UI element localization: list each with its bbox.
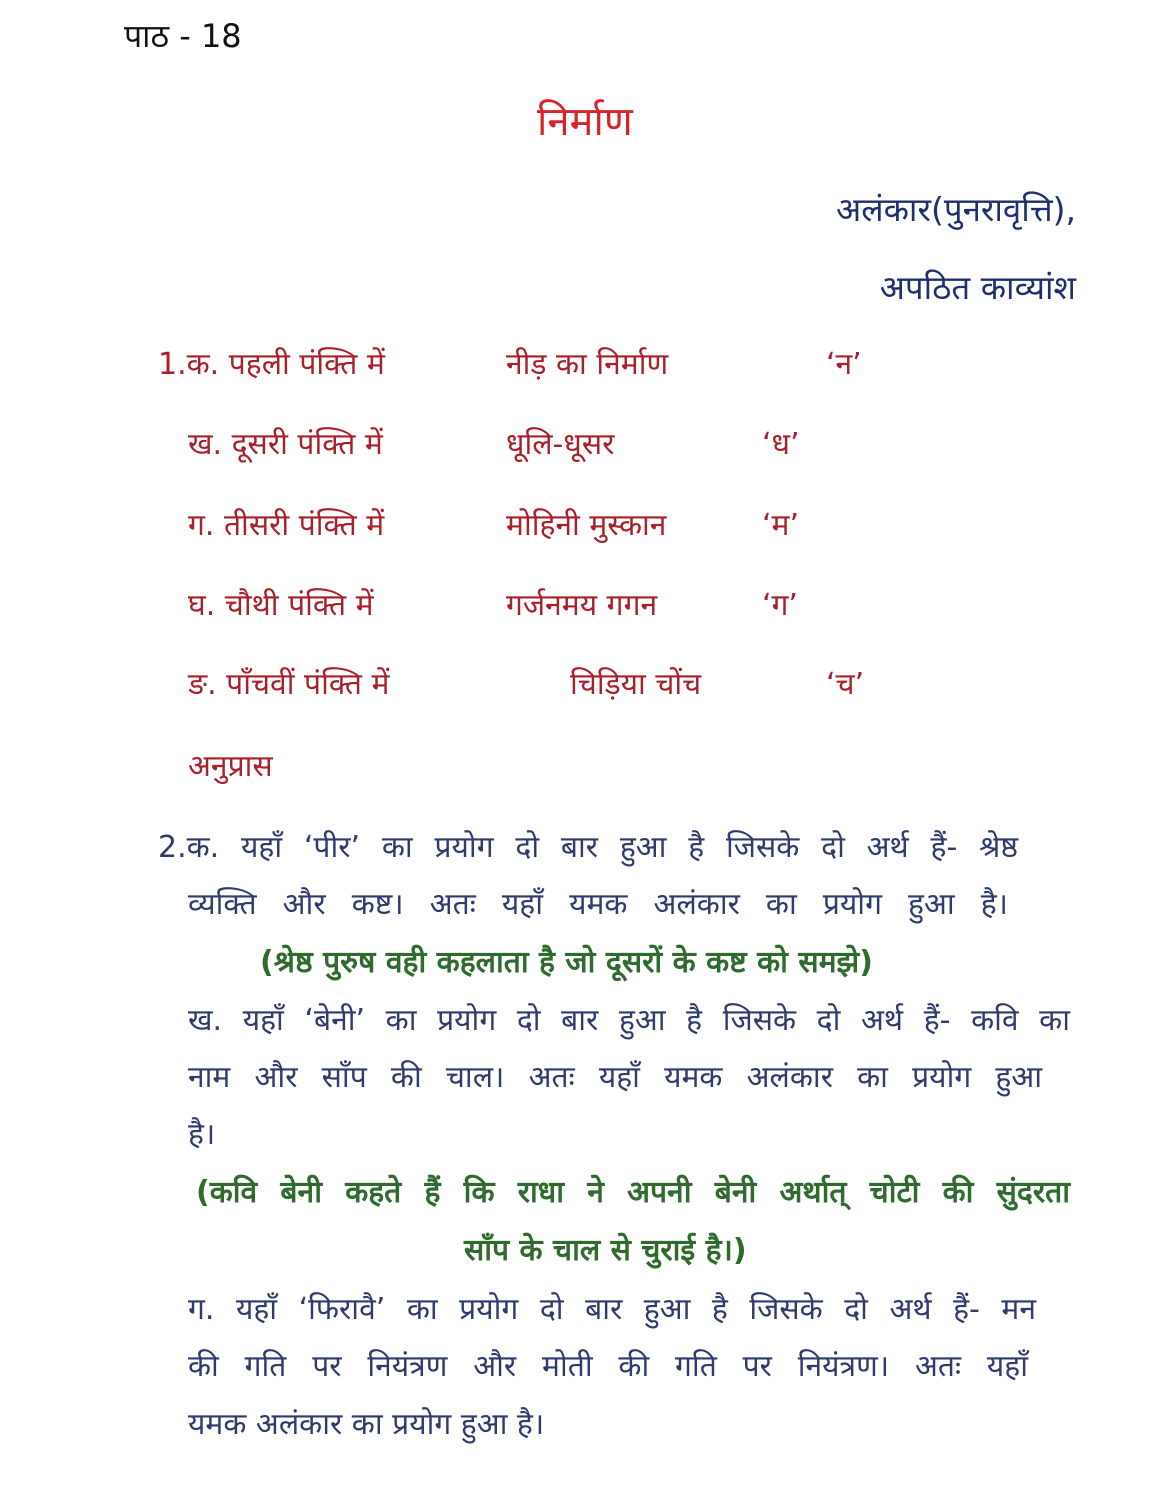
q1-answer: अनुप्रास	[188, 749, 273, 784]
q1-row-label: घ. चौथी पंक्ति में	[188, 588, 374, 623]
q1-row-label: ङ. पाँचवीं पंक्ति में	[188, 667, 390, 702]
q1-row-letter: ‘च’	[826, 667, 865, 702]
q1-row-phrase: गर्जनमय गगन	[506, 588, 658, 623]
q1-row-letter: ‘ध’	[762, 427, 800, 462]
q2-ka-line-1: 2.क. यहाँ ‘पीर’ का प्रयोग दो बार हुआ है जिसके दो अर्थ हैं- श्रेष्ठ	[158, 830, 1018, 865]
lesson-number: पाठ - 18	[124, 17, 242, 55]
q2-kha-line-3: है।	[188, 1117, 216, 1152]
q1-row-letter: ‘न’	[826, 347, 862, 382]
q2-ka-note: (श्रेष्ठ पुरुष वही कहलाता है जो दूसरों के कष्ट को समझे)	[260, 945, 873, 980]
q2-ka-line-2: व्यक्ति और कष्ट। अतः यहाँ यमक अलंकार का प्रयोग हुआ है।	[188, 887, 1008, 922]
q2-kha-note-2: साँप के चाल से चुराई है।)	[464, 1233, 747, 1268]
page-title: निर्माण	[537, 99, 633, 145]
q1-row-phrase: चिड़िया चोंच	[570, 667, 702, 702]
q2-ga-line-2: की गति पर नियंत्रण और मोती की गति पर नियंत्रण। अतः यहाँ	[188, 1349, 1028, 1384]
q2-kha-line-2: नाम और साँप की चाल। अतः यहाँ यमक अलंकार का प्रयोग हुआ	[188, 1060, 1042, 1095]
q1-row-letter: ‘म’	[762, 508, 800, 543]
q1-row-label: ग. तीसरी पंक्ति में	[188, 508, 385, 543]
q1-row-phrase: धूलि-धूसर	[506, 427, 615, 462]
topic-line-2: अपठित काव्यांश	[879, 268, 1076, 307]
q1-row-letter: ‘ग’	[762, 588, 798, 623]
q2-kha-line-1: ख. यहाँ ‘बेनी’ का प्रयोग दो बार हुआ है जिसके दो अर्थ हैं- कवि का	[188, 1003, 1070, 1038]
q2-ga-line-3: यमक अलंकार का प्रयोग हुआ है।	[188, 1407, 545, 1442]
topic-line-1: अलंकार(पुनरावृत्ति),	[835, 190, 1076, 229]
q2-ga-line-1: ग. यहाँ ‘फिरावै’ का प्रयोग दो बार हुआ है जिसके दो अर्थ हैं- मन	[188, 1292, 1036, 1327]
q1-row-label: ख. दूसरी पंक्ति में	[188, 427, 383, 462]
q1-row-phrase: नीड़ का निर्माण	[506, 347, 669, 382]
q1-row-phrase: मोहिनी मुस्कान	[506, 508, 667, 543]
q1-row-label: 1.क. पहली पंक्ति में	[158, 347, 385, 382]
q2-kha-note-1: (कवि बेनी कहते हैं कि राधा ने अपनी बेनी अर्थात् चोटी की सुंदरता	[196, 1175, 1070, 1210]
